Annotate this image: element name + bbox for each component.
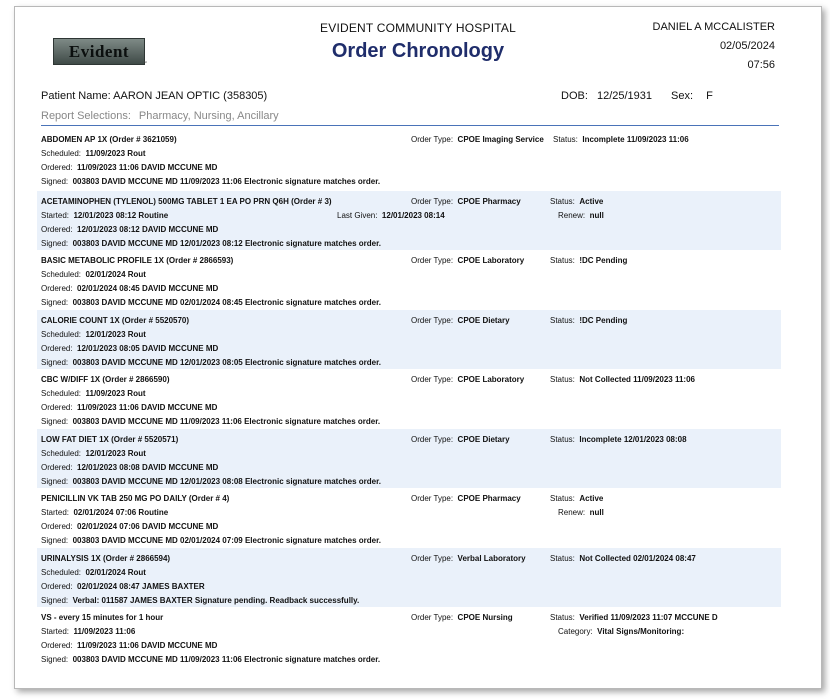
order-category: Category: Vital Signs/Monitoring:	[558, 627, 685, 636]
order-entry	[37, 548, 781, 608]
patient-name-label: Patient Name:	[41, 90, 111, 102]
order-scheduled: Scheduled: 11/09/2023 Rout	[41, 149, 146, 158]
order-started: Started: 02/01/2024 07:06 Routine	[41, 508, 169, 517]
order-renew: Renew: null	[558, 210, 604, 220]
order-status: Status: Incomplete 11/09/2023 11:06	[553, 135, 689, 144]
order-entry	[37, 429, 781, 489]
order-signed: Signed: 003803 DAVID MCCUNE MD 12/01/2023 08:12 Electronic signature matches order.	[41, 238, 382, 248]
order-status: Status: Incomplete 12/01/2023 08:08	[550, 434, 687, 444]
order-scheduled: Scheduled: 12/01/2023 Rout	[41, 329, 146, 339]
order-renew: Renew: null	[558, 508, 604, 517]
report-selections-value: Pharmacy, Nursing, Ancillary	[138, 110, 279, 122]
order-ordered: Ordered: 12/01/2023 08:12 DAVID MCCUNE MD	[41, 224, 219, 234]
order-signed: Signed: 003803 DAVID MCCUNE MD 11/09/2023 11:06 Electronic signature matches order.	[41, 177, 381, 186]
order-scheduled: Scheduled: 11/09/2023 Rout	[41, 389, 146, 398]
order-name: ACETAMINOPHEN (TYLENOL) 500MG TABLET 1 EA PO PRN Q6H (Order # 3)	[41, 196, 332, 206]
order-status: Status: Not Collected 02/01/2024 08:47	[550, 553, 696, 563]
order-scheduled: Scheduled: 12/01/2023 Rout	[41, 448, 146, 458]
order-type: Order Type: CPOE Nursing	[411, 613, 513, 622]
order-entry	[37, 250, 781, 310]
order-ordered: Ordered: 11/09/2023 11:06 DAVID MCCUNE MD	[41, 641, 218, 650]
hospital-logo: Evident	[53, 38, 145, 65]
header-divider	[41, 125, 779, 126]
order-entry	[37, 488, 781, 548]
order-ordered: Ordered: 11/09/2023 11:06 DAVID MCCUNE MD	[41, 403, 218, 412]
order-signed: Signed: 003803 DAVID MCCUNE MD 02/01/2024 07:09 Electronic signature matches order.	[41, 536, 382, 545]
patient-dob-field	[561, 90, 652, 102]
order-started: Started: 11/09/2023 11:06	[41, 627, 136, 636]
order-type: Order Type: Verbal Laboratory	[411, 553, 526, 563]
order-ordered: Ordered: 02/01/2024 07:06 DAVID MCCUNE MD	[41, 522, 219, 531]
report-selections	[41, 110, 279, 122]
patient-sex: F	[706, 90, 713, 102]
user-name: DANIEL A MCCALISTER	[652, 21, 775, 33]
order-scheduled: Scheduled: 02/01/2024 Rout	[41, 567, 146, 577]
order-last-given: Last Given: 12/01/2023 08:14	[337, 210, 445, 220]
order-type: Order Type: CPOE Pharmacy	[411, 494, 521, 503]
order-name: LOW FAT DIET 1X (Order # 5520571)	[41, 434, 179, 444]
dob-label: DOB:	[561, 90, 588, 102]
order-name: VS - every 15 minutes for 1 hour	[41, 613, 164, 622]
order-ordered: Ordered: 12/01/2023 08:05 DAVID MCCUNE MD	[41, 343, 219, 353]
order-status: Status: Active	[550, 494, 604, 503]
order-entry	[37, 191, 781, 251]
order-entry	[37, 131, 781, 191]
order-type: Order Type: CPOE Dietary	[411, 434, 510, 444]
patient-name: AARON JEAN OPTIC (358305)	[113, 90, 268, 102]
order-name: ABDOMEN AP 1X (Order # 3621059)	[41, 135, 177, 144]
order-name: BASIC METABOLIC PROFILE 1X (Order # 2866593)	[41, 256, 234, 265]
order-ordered: Ordered: 02/01/2024 08:45 DAVID MCCUNE MD	[41, 284, 219, 293]
report-date: 02/05/2024	[719, 40, 775, 52]
order-name: CALORIE COUNT 1X (Order # 5520570)	[41, 315, 190, 325]
order-list	[37, 131, 781, 667]
order-status: Status: !DC Pending	[550, 315, 628, 325]
report-title: Order Chronology	[331, 40, 505, 62]
order-entry	[37, 310, 781, 370]
order-signed: Signed: 003803 DAVID MCCUNE MD 12/01/2023 08:05 Electronic signature matches order.	[41, 357, 382, 367]
order-status: Status: Verified 11/09/2023 11:07 MCCUNE D	[550, 613, 718, 622]
patient-dob: 12/25/1931	[596, 90, 653, 102]
order-entry	[37, 369, 781, 429]
order-name: CBC W/DIFF 1X (Order # 2866590)	[41, 375, 170, 384]
report-selections-label: Report Selections:	[41, 110, 131, 122]
trademark-mark: ™	[143, 60, 147, 65]
order-started: Started: 12/01/2023 08:12 Routine	[41, 210, 169, 220]
order-signed: Signed: 003803 DAVID MCCUNE MD 12/01/2023 08:08 Electronic signature matches order.	[41, 476, 382, 486]
order-signed: Signed: 003803 DAVID MCCUNE MD 11/09/2023 11:06 Electronic signature matches order.	[41, 655, 381, 664]
order-signed: Signed: 003803 DAVID MCCUNE MD 02/01/2024 08:45 Electronic signature matches order.	[41, 298, 382, 307]
order-status: Status: !DC Pending	[550, 256, 628, 265]
order-status: Status: Active	[550, 196, 604, 206]
order-type: Order Type: CPOE Imaging Service	[411, 135, 544, 144]
hospital-name: EVIDENT COMMUNITY HOSPITAL	[320, 21, 516, 35]
order-entry	[37, 607, 781, 667]
order-ordered: Ordered: 02/01/2024 08:47 JAMES BAXTER	[41, 581, 205, 591]
order-ordered: Ordered: 12/01/2023 08:08 DAVID MCCUNE MD	[41, 462, 219, 472]
report-page	[14, 6, 822, 689]
patient-name-field	[41, 90, 267, 102]
sex-label: Sex:	[671, 90, 694, 102]
order-type: Order Type: CPOE Pharmacy	[411, 196, 521, 206]
order-status: Status: Not Collected 11/09/2023 11:06	[550, 375, 695, 384]
order-scheduled: Scheduled: 02/01/2024 Rout	[41, 270, 146, 279]
order-type: Order Type: CPOE Dietary	[411, 315, 510, 325]
order-signed: Signed: Verbal: 011587 JAMES BAXTER Signature pending. Readback successfully.	[41, 595, 360, 605]
order-type: Order Type: CPOE Laboratory	[411, 375, 525, 384]
order-signed: Signed: 003803 DAVID MCCUNE MD 11/09/2023 11:06 Electronic signature matches order.	[41, 417, 381, 426]
order-ordered: Ordered: 11/09/2023 11:06 DAVID MCCUNE MD	[41, 163, 218, 172]
order-name: PENICILLIN VK TAB 250 MG PO DAILY (Order # 4)	[41, 494, 230, 503]
order-type: Order Type: CPOE Laboratory	[411, 256, 525, 265]
report-time: 07:56	[747, 59, 775, 71]
order-name: URINALYSIS 1X (Order # 2866594)	[41, 553, 171, 563]
patient-sex-field	[671, 90, 713, 102]
